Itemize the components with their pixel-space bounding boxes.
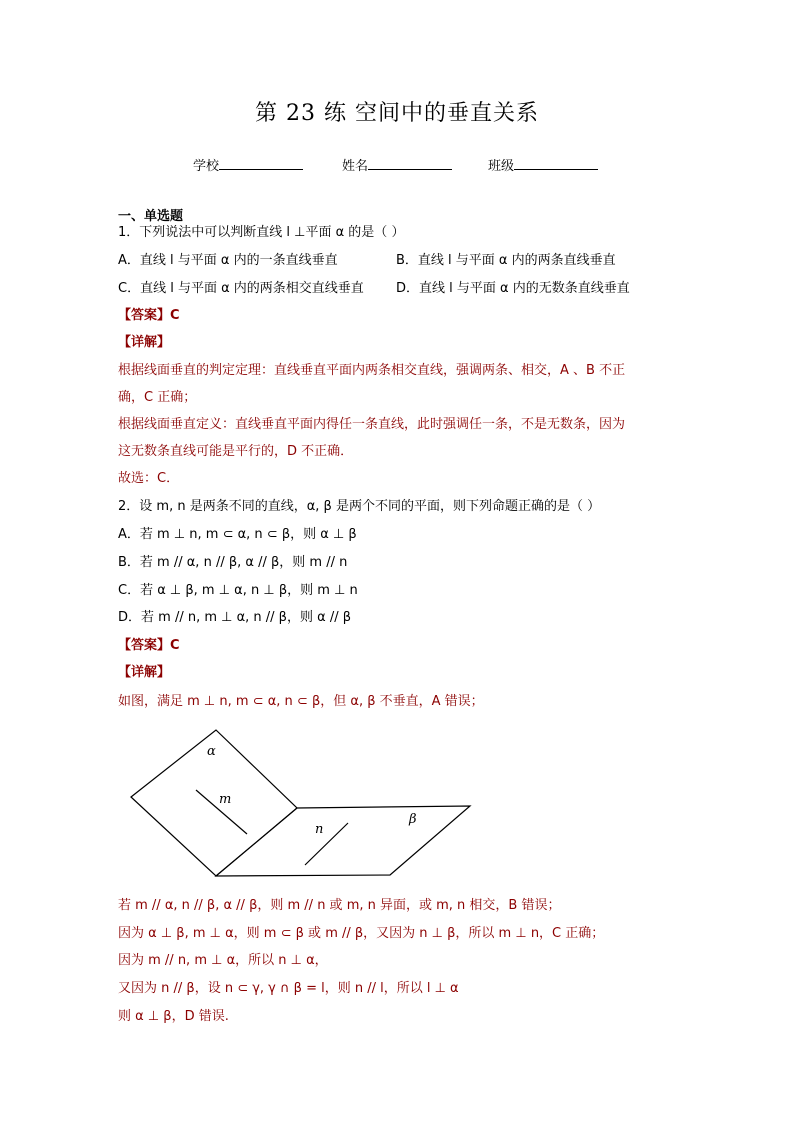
q1-detail-line-2: 确，C 正确； — [118, 390, 197, 405]
q2-detail-line-2: 若 m // α, n // β, α // β，则 m // n 或 m, n 异面，或 m, n 相交，B 错误； — [118, 898, 561, 913]
q2-detail-line-5: 又因为 n // β，设 n ⊂ γ, γ ∩ β = l，则 n // l，所以 l ⊥ α — [118, 981, 459, 996]
q2-option-a: A．若 m ⊥ n, m ⊂ α, n ⊂ β，则 α ⊥ β — [118, 527, 357, 542]
q1-option-d: D．直线 l 与平面 α 内的无数条直线垂直 — [396, 281, 630, 296]
label-beta: β — [409, 812, 417, 827]
q2-option-b: B．若 m // α, n // β, α // β，则 m // n — [118, 555, 348, 570]
q1-option-b: B．直线 l 与平面 α 内的两条直线垂直 — [396, 253, 616, 268]
q1-detail-line-3: 根据线面垂直定义：直线垂直平面内得任一条直线，此时强调任一条，不是无数条，因为 — [118, 417, 626, 432]
section-heading: 一、单选题 — [118, 209, 184, 224]
q2-stem: 2．设 m, n 是两条不同的直线，α, β 是两个不同的平面，则下列命题正确的是（ ） — [118, 499, 601, 514]
school-label: 学校 — [193, 159, 220, 174]
line-n — [305, 823, 348, 865]
q1-option-c: C．直线 l 与平面 α 内的两条相交直线垂直 — [118, 281, 364, 296]
label-m: m — [219, 792, 232, 807]
q1-answer: 【答案】C — [118, 308, 180, 323]
class-label: 班级 — [488, 159, 515, 174]
q1-detail-line-4: 这无数条直线可能是平行的，D 不正确． — [118, 444, 354, 459]
q2-detail-line-6: 则 α ⊥ β，D 错误. — [118, 1009, 229, 1024]
page-title: 第 23 练 空间中的垂直关系 — [255, 101, 539, 126]
q2-option-c: C．若 α ⊥ β, m ⊥ α, n ⊥ β，则 m ⊥ n — [118, 583, 358, 598]
q2-detail-label: 【详解】 — [118, 665, 171, 680]
name-label: 姓名 — [342, 159, 369, 174]
q1-stem: 1．下列说法中可以判断直线 l ⊥平面 α 的是（ ） — [118, 225, 405, 240]
q1-detail-label: 【详解】 — [118, 335, 171, 350]
q2-detail-line-1: 如图，满足 m ⊥ n, m ⊂ α, n ⊂ β，但 α, β 不垂直，A 错误； — [118, 694, 484, 709]
q2-option-d: D．若 m // n, m ⊥ α, n // β，则 α // β — [118, 610, 352, 625]
q1-option-a: A．直线 l 与平面 α 内的一条直线垂直 — [118, 253, 338, 268]
q2-answer: 【答案】C — [118, 638, 180, 653]
q1-detail-line-1: 根据线面垂直的判定定理：直线垂直平面内两条相交直线，强调两条、相交，A 、B 不正 — [118, 363, 626, 378]
plane-beta-outline — [216, 806, 470, 876]
q1-conclusion: 故选：C． — [118, 471, 180, 486]
q2-detail-line-3: 因为 α ⊥ β, m ⊥ α，则 m ⊂ β 或 m // β，又因为 n ⊥ β，所以 m ⊥ n，C 正确； — [118, 926, 605, 941]
q2-detail-line-4: 因为 m // n, m ⊥ α，所以 n ⊥ α， — [118, 953, 328, 968]
label-n: n — [315, 822, 324, 837]
label-alpha: α — [207, 744, 216, 759]
